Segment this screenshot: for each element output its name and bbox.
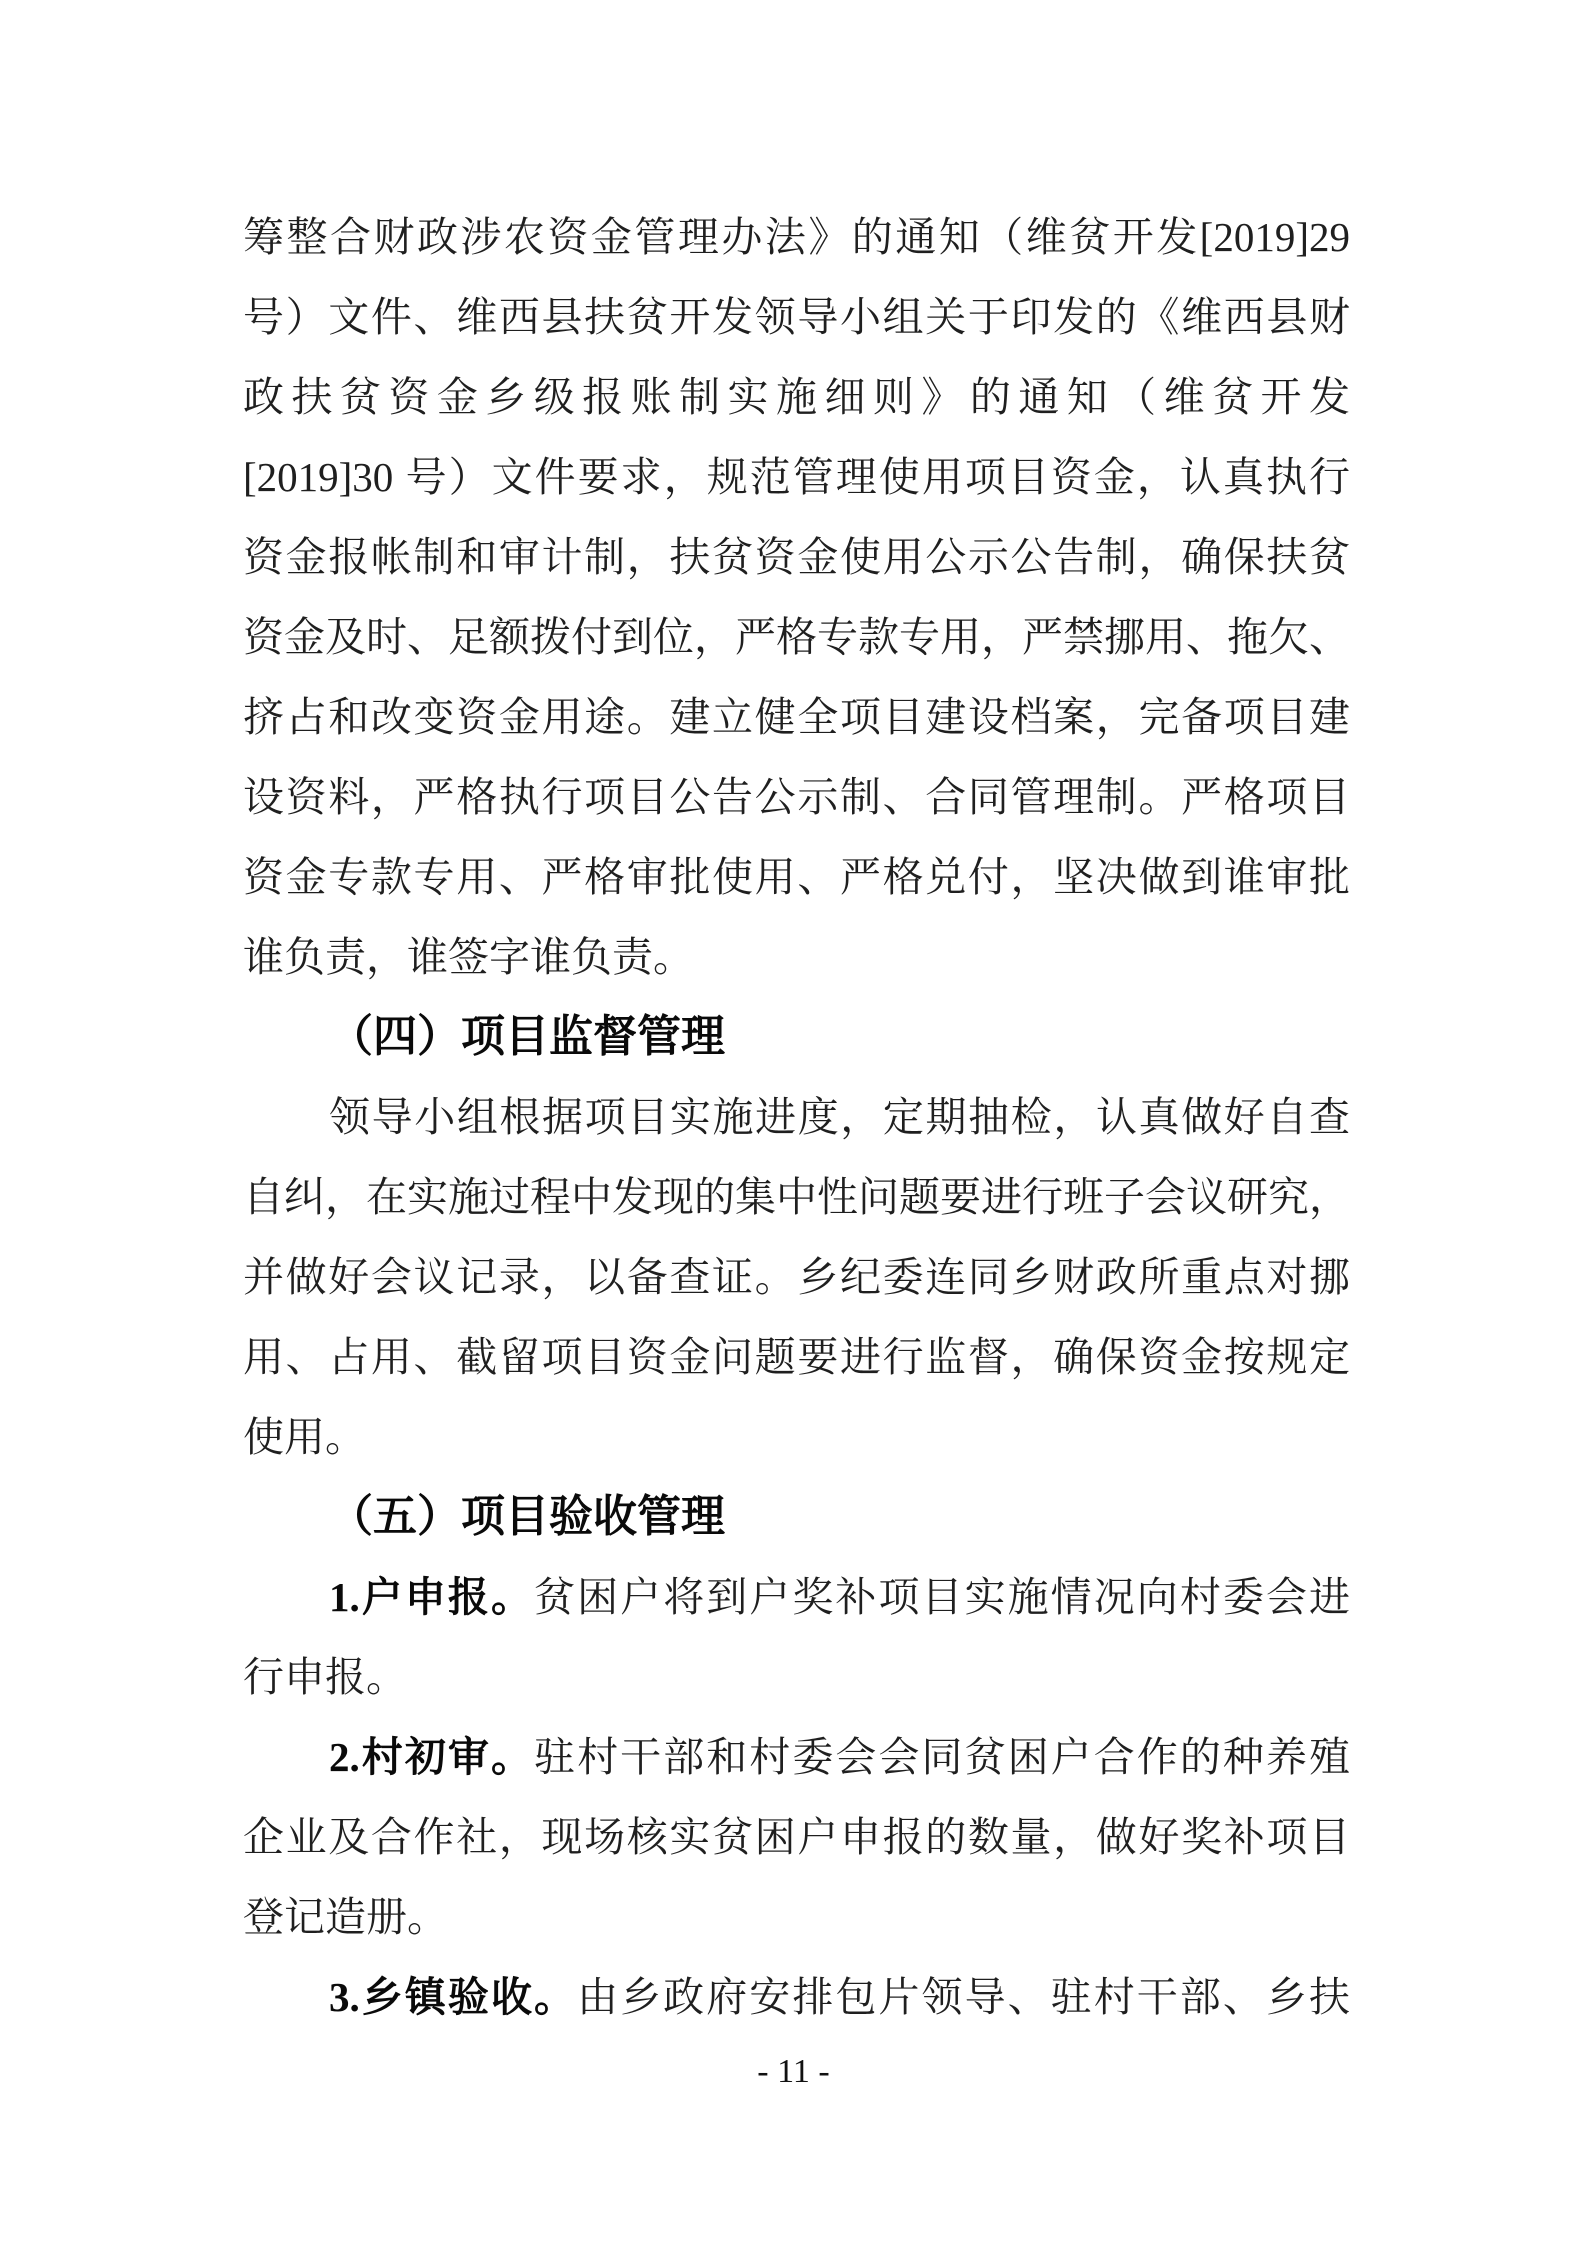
text-line bbox=[243, 1797, 1350, 1877]
text-line bbox=[243, 1397, 1350, 1477]
text-run: 筹整合财政涉农资金管理办法》的通知（维贫开发[2019]29 bbox=[243, 214, 1350, 260]
text-line bbox=[243, 1637, 1350, 1717]
text-run: 企业及合作社，现场核实贫困户申报的数量，做好奖补项目 bbox=[243, 1814, 1350, 1860]
text-line bbox=[243, 1157, 1350, 1237]
text-line bbox=[243, 837, 1350, 917]
text-run: 设资料，严格执行项目公告公示制、合同管理制。严格项目 bbox=[243, 774, 1350, 820]
emphasis-run: 1.户申报。 bbox=[329, 1574, 535, 1620]
page-body bbox=[243, 197, 1350, 2037]
text-line bbox=[243, 1237, 1350, 1317]
text-line bbox=[243, 1877, 1350, 1957]
emphasis-run: （四）项目监督管理 bbox=[329, 1012, 725, 1061]
text-run: 驻村干部和村委会会同贫困户合作的种养殖 bbox=[534, 1734, 1351, 1780]
text-line bbox=[243, 197, 1350, 277]
text-run: 号）文件、维西县扶贫开发领导小组关于印发的《维西县财 bbox=[243, 294, 1350, 340]
text-run: 政扶贫资金乡级报账制实施细则》的通知（维贫开发 bbox=[243, 374, 1350, 420]
emphasis-run: 2.村初审。 bbox=[329, 1734, 535, 1780]
page-footer bbox=[0, 2050, 1587, 2094]
text-run: 由乡政府安排包片领导、驻村干部、乡扶 bbox=[577, 1974, 1351, 2020]
text-line bbox=[243, 357, 1350, 437]
text-run: 使用。 bbox=[243, 1414, 366, 1460]
text-line bbox=[243, 917, 1350, 997]
text-line bbox=[243, 1957, 1350, 2037]
text-line bbox=[243, 277, 1350, 357]
text-line bbox=[243, 1717, 1350, 1797]
text-run: 领导小组根据项目实施进度，定期抽检，认真做好自查 bbox=[329, 1094, 1350, 1140]
text-line bbox=[243, 597, 1350, 677]
text-run: 挤占和改变资金用途。建立健全项目建设档案，完备项目建 bbox=[243, 694, 1350, 740]
text-run: 自纠，在实施过程中发现的集中性问题要进行班子会议研究， bbox=[243, 1174, 1350, 1220]
text-line bbox=[243, 1557, 1350, 1637]
text-line bbox=[243, 517, 1350, 597]
text-line bbox=[243, 757, 1350, 837]
text-line bbox=[243, 1077, 1350, 1157]
text-run: 资金专款专用、严格审批使用、严格兑付，坚决做到谁审批 bbox=[243, 854, 1350, 900]
text-run: 并做好会议记录，以备查证。乡纪委连同乡财政所重点对挪 bbox=[243, 1254, 1350, 1300]
text-run: 资金报帐制和审计制，扶贫资金使用公示公告制，确保扶贫 bbox=[243, 534, 1350, 580]
section-heading bbox=[243, 1477, 1350, 1557]
text-run: [2019]30 号）文件要求，规范管理使用项目资金，认真执行 bbox=[243, 454, 1350, 500]
section-heading bbox=[243, 997, 1350, 1077]
text-run: 贫困户将到户奖补项目实施情况向村委会进 bbox=[534, 1574, 1351, 1620]
text-line bbox=[243, 1317, 1350, 1397]
text-run: 资金及时、足额拨付到位，严格专款专用，严禁挪用、拖欠、 bbox=[243, 614, 1350, 660]
text-run: 谁负责，谁签字谁负责。 bbox=[243, 934, 694, 980]
text-run: 用、占用、截留项目资金问题要进行监督，确保资金按规定 bbox=[243, 1334, 1350, 1380]
text-run: 登记造册。 bbox=[243, 1894, 448, 1940]
text-line bbox=[243, 677, 1350, 757]
emphasis-run: （五）项目验收管理 bbox=[329, 1492, 725, 1541]
text-run: 行申报。 bbox=[243, 1654, 407, 1700]
text-line bbox=[243, 437, 1350, 517]
page-number: - 11 - bbox=[757, 2053, 830, 2090]
emphasis-run: 3.乡镇验收。 bbox=[329, 1974, 578, 2020]
